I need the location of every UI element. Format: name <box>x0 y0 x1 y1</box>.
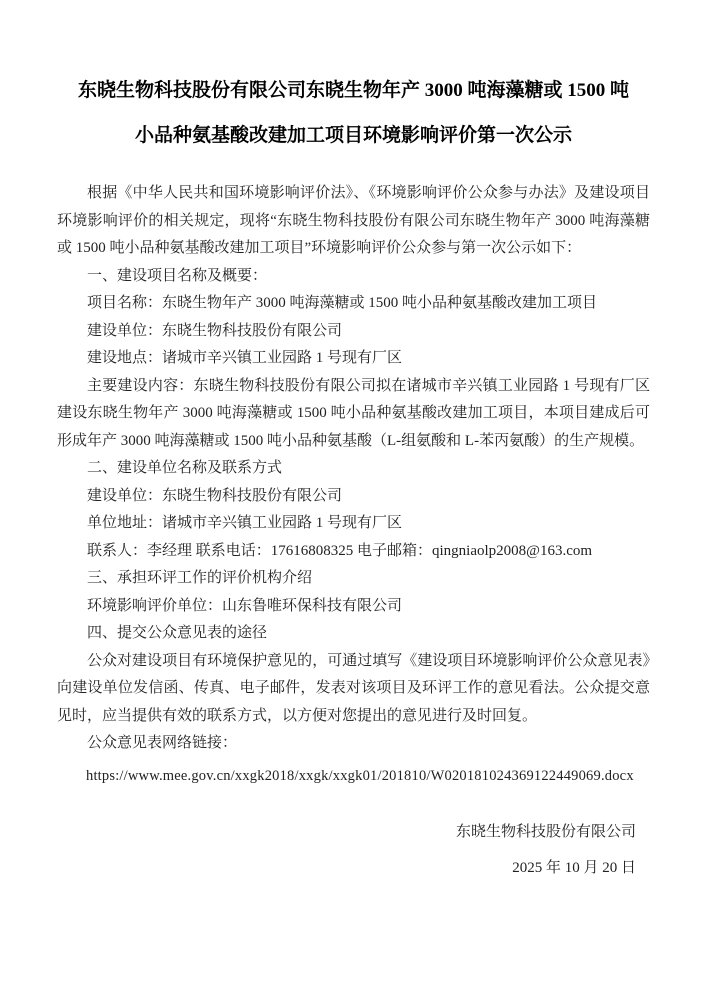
document-title <box>57 68 650 158</box>
opinion-form-link-label: 公众意见表网络链接： <box>87 735 238 751</box>
signature-company: 东晓生物科技股份有限公司 <box>455 824 636 840</box>
document-title-line-1: 东晓生物科技股份有限公司东晓生物年产 3000 吨海藻糖或 1500 吨 <box>77 80 629 101</box>
construction-site-line: 建设地点：诸城市辛兴镇工业园路 1 号现有厂区 <box>87 350 403 366</box>
eia-agency-line: 环境影响评价单位：山东鲁唯环保科技有限公司 <box>87 597 403 614</box>
signature-date: 2025 年 10 月 20 日 <box>512 860 636 876</box>
main-content-paragraph: 主要建设内容：东晓生物科技股份有限公司拟在诸城市辛兴镇工业园路 1 号现有厂区建设东晓生物年产 3000 吨海藻糖或 1500 吨小品种氨基酸改建加工项目，本项目建成后可形成年产 3000 吨海藻糖或 1500 吨小品种氨基酸（L-组氨酸和 L-苯丙氨酸）的生产规模。 <box>57 377 650 449</box>
unit-address-line: 单位地址：诸城市辛兴镇工业园路 1 号现有厂区 <box>87 515 403 531</box>
public-opinion-paragraph: 公众对建设项目有环境保护意见的，可通过填写《建设项目环境影响评价公众意见表》向建设单位发信函、传真、电子邮件，发表对该项目及环评工作的意见看法。公众提交意见时，应当提供有效的联系方式，以方便对您提出的意见进行及时回复。 <box>57 652 650 724</box>
document-body <box>57 180 650 790</box>
document-title-line-2: 小品种氨基酸改建加工项目环境影响评价第一次公示 <box>134 125 572 146</box>
contact-line: 联系人：李经理 联系电话：17616808325 电子邮箱：qingniaolp2008@163.com <box>87 542 593 559</box>
opinion-form-url: https://www.mee.gov.cn/xxgk2018/xxgk/xxgk01/201810/W020181024369122449069.docx <box>86 767 634 784</box>
construction-unit-line-2: 建设单位：东晓生物科技股份有限公司 <box>87 487 343 504</box>
project-name-line: 项目名称：东晓生物年产 3000 吨海藻糖或 1500 吨小品种氨基酸改建加工项目 <box>87 295 598 311</box>
section-3-heading: 三、承担环评工作的评价机构介绍 <box>87 570 313 586</box>
construction-unit-line: 建设单位：东晓生物科技股份有限公司 <box>87 322 343 339</box>
intro-paragraph: 根据《中华人民共和国环境影响评价法》、《环境影响评价公众参与办法》及建设项目环境影响评价的相关规定，现将“东晓生物科技股份有限公司东晓生物年产 3000 吨海藻糖或 1500 吨小品种氨基酸改建加工项目”环境影响评价公众参与第一次公示如下： <box>57 185 650 256</box>
section-4-heading: 四、提交公众意见表的途径 <box>87 625 268 641</box>
section-1-heading: 一、建设项目名称及概要： <box>87 267 268 284</box>
signature-block <box>57 814 650 886</box>
section-2-heading: 二、建设单位名称及联系方式 <box>87 460 283 476</box>
